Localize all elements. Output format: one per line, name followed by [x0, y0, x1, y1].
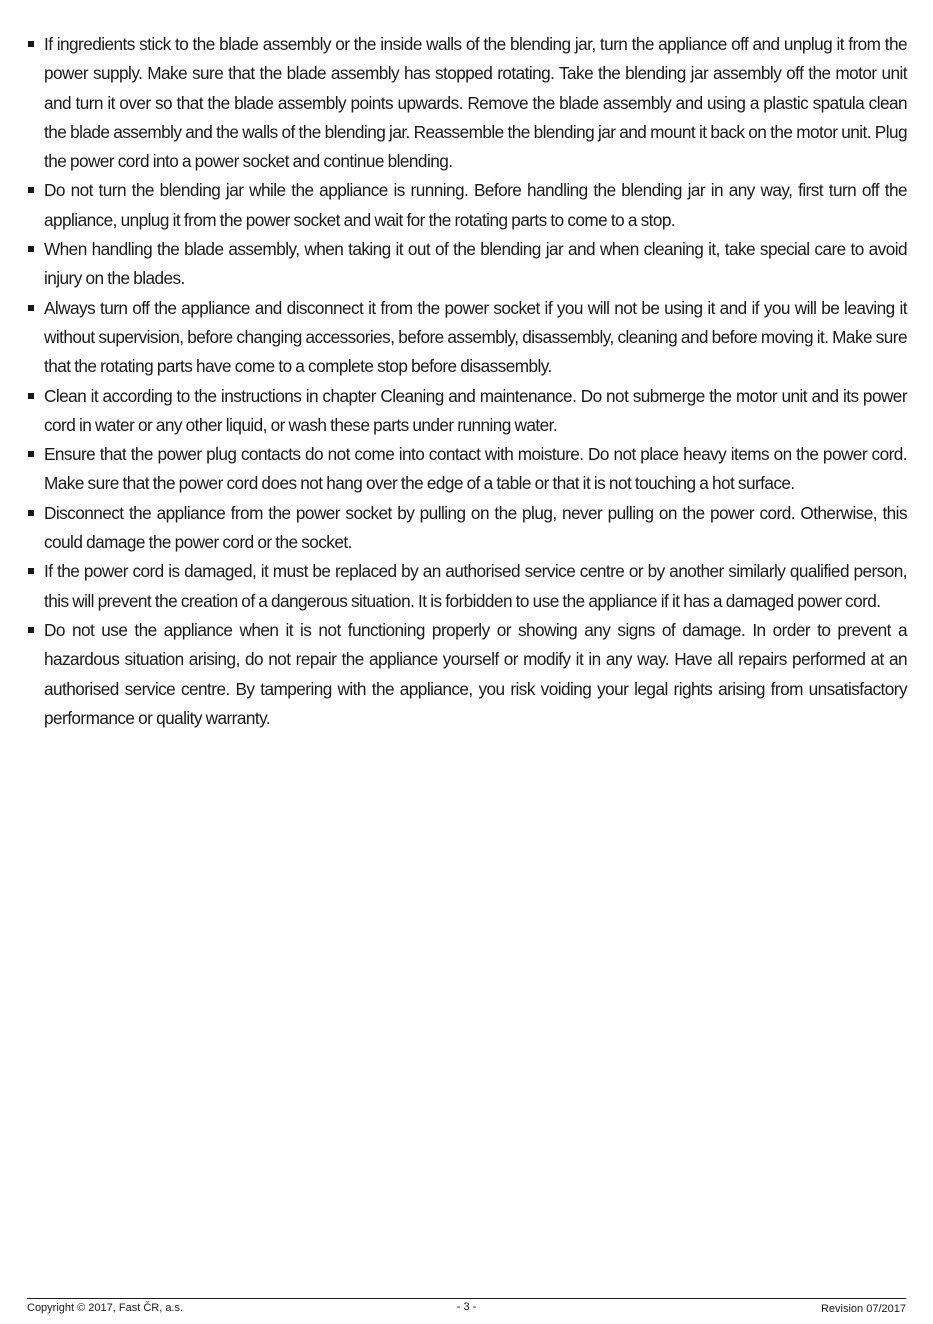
- list-item-text: Ensure that the power plug contacts do not come into contact with moisture. Do not place heavy items on the power cord. Make sure that the power cord does not hang over the edge of a table or that it is not touching a hot surface.: [44, 444, 907, 494]
- footer-page-number: - 3 -: [456, 1301, 477, 1313]
- list-item: [28, 294, 907, 382]
- bullet-square-icon: [28, 568, 34, 574]
- bullet-square-icon: [28, 451, 34, 457]
- list-item: [28, 382, 907, 441]
- bullet-square-icon: [28, 246, 34, 252]
- list-item: [28, 616, 907, 733]
- list-item-text: Do not turn the blending jar while the appliance is running. Before handling the blending jar in any way, first turn off the appliance, unplug it from the power socket and wait for the rotating parts to come to a stop.: [44, 180, 907, 230]
- list-item-text: Always turn off the appliance and disconnect it from the power socket if you will not be using it and if you will be leaving it without supervision, before changing accessories, before assembly, disassembly, cleaning and before moving it. Make sure that the rotating parts have come to a complete stop before disassembly.: [44, 297, 907, 377]
- list-item-text: Disconnect the appliance from the power socket by pulling on the plug, never pulling on the power cord. Otherwise, this could damage the power cord or the socket.: [44, 502, 907, 553]
- list-item: [28, 235, 907, 294]
- bullet-square-icon: [28, 305, 34, 311]
- bullet-square-icon: [28, 41, 34, 47]
- bullet-square-icon: [28, 187, 34, 193]
- list-item: [28, 557, 907, 616]
- list-item-text: Clean it according to the instructions in chapter Cleaning and maintenance. Do not submerge the motor unit and its power cord in water or any other liquid, or wash these parts under running water.: [44, 385, 907, 435]
- list-item: [28, 440, 907, 499]
- bullet-square-icon: [28, 510, 34, 516]
- list-item: [28, 176, 907, 235]
- list-item-text: If the power cord is damaged, it must be replaced by an authorised service centre or by another similarly qualified person, this will prevent the creation of a dangerous situation. It is forbidden to use the appliance if it has a damaged power cord.: [44, 561, 907, 611]
- bullet-square-icon: [28, 627, 34, 633]
- safety-instructions-list: [28, 30, 907, 733]
- page-footer: [27, 1298, 906, 1320]
- list-item-text: Do not use the appliance when it is not functioning properly or showing any signs of damage. In order to prevent a hazardous situation arising, do not repair the appliance yourself or modify it in any way. Have all repairs performed at an authorised service centre. By tampering with the appliance, you risk voiding your legal rights arising from unsatisfactory performance or quality warranty.: [44, 619, 907, 728]
- list-item: [28, 30, 907, 176]
- footer-revision: Revision 07/2017: [820, 1303, 906, 1315]
- document-body: [28, 30, 907, 733]
- list-item: [28, 499, 907, 558]
- footer-copyright: Copyright © 2017, Fast ČR, a.s.: [27, 1302, 184, 1314]
- bullet-square-icon: [28, 393, 34, 399]
- list-item-text: If ingredients stick to the blade assembly or the inside walls of the blending jar, turn the appliance off and unplug it from the power supply. Make sure that the blade assembly has stopped rotating. Take the blending jar assembly off the motor unit and turn it over so that the blade assembly points upwards. Remove the blade assembly and using a plastic spatula clean the blade assembly and the walls of the blending jar. Reassemble the blending jar and mount it back on the motor unit. Plug the power cord into a power socket and continue blending.: [44, 34, 907, 172]
- list-item-text: When handling the blade assembly, when taking it out of the blending jar and when cleaning it, take special care to avoid injury on the blades.: [44, 239, 907, 289]
